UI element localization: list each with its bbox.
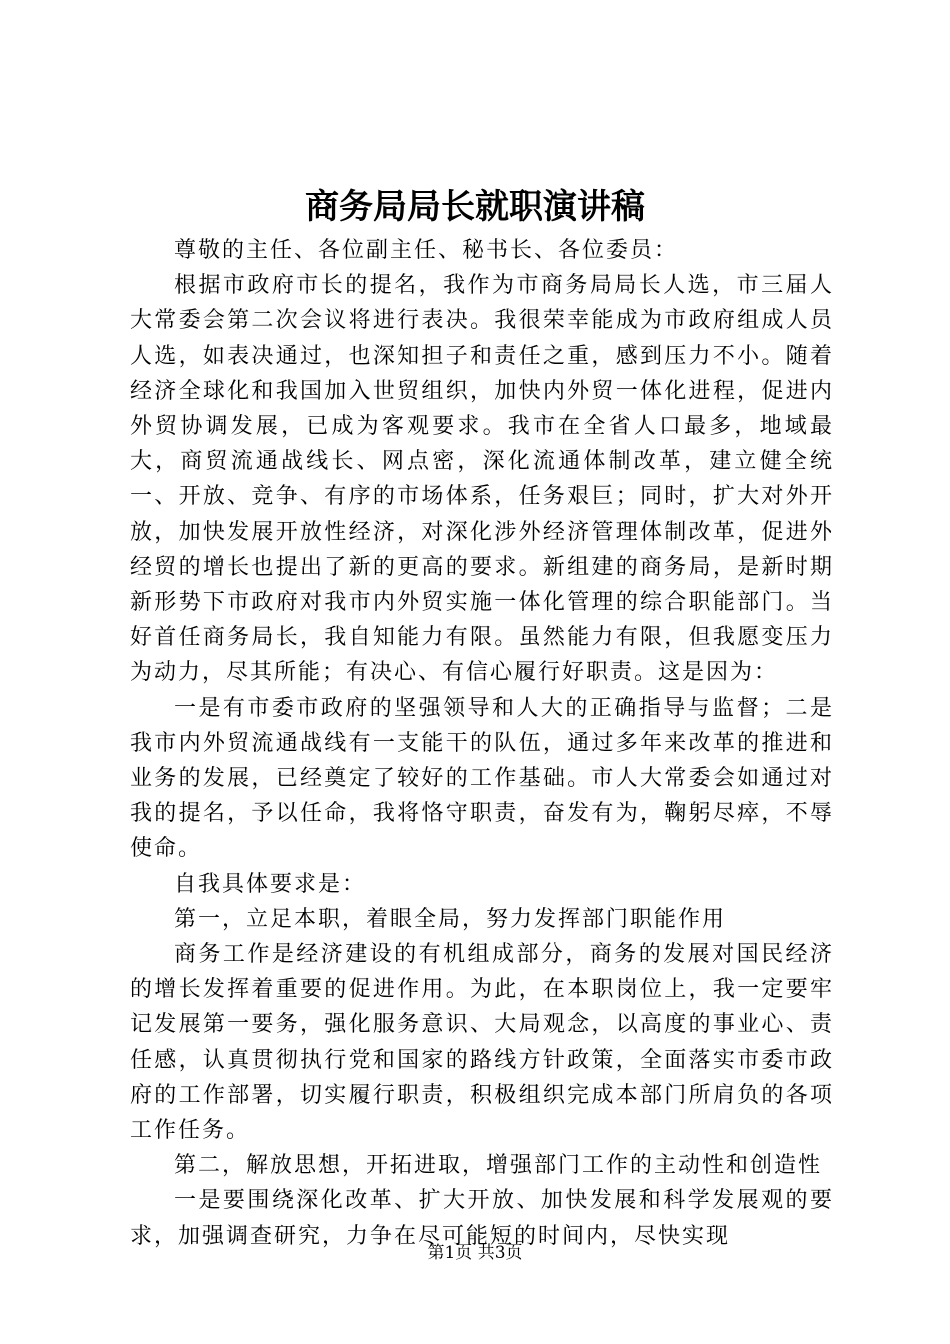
paragraph-nomination: 根据市政府市长的提名，我作为市商务局局长人选，市三届人大常委会第二次会议将进行表决。我很荣幸能成为市政府组成人员人选，如表决通过，也深知担子和责任之重，感到压力不小。随着经济全球化和我国加入世贸组织，加快内外贸一体化进程，促进内外贸协调发展，已成为客观要求。我市在全省人口最多，地域最大，商贸流通战线长、网点密，深化流通体制改革，建立健全统一、开放、竞争、有序的市场体系，任务艰巨；同时，扩大对外开放，加快发展开放性经济，对深化涉外经济管理体制改革，促进外经贸的增长也提出了新的更高的要求。新组建的商务局，是新时期新形势下市政府对我市内外贸实施一体化管理的综合职能部门。当好首任商务局长，我自知能力有限。虽然能力有限，但我愿变压力为动力，尽其所能；有决心、有信心履行好职责。这是因为：: [130, 273, 834, 686]
paragraph-requirements-intro: 自我具体要求是：: [174, 871, 367, 897]
paragraph-salutation: 尊敬的主任、各位副主任、秘书长、各位委员：: [174, 238, 679, 263]
paragraph-point-one-heading: 第一，立足本职，着眼全局，努力发挥部门职能作用: [174, 906, 727, 932]
paragraph-point-two-heading: 第二，解放思想，开拓进取，增强部门工作的主动性和创造性: [174, 1153, 823, 1179]
paragraph-point-two-body: 一是要围绕深化改革、扩大开放、加快发展和科学发展观的要求，加强调查研究，力争在尽可能短的时间内，尽快实现: [130, 1188, 834, 1249]
page-number-footer: 第1页 共3页: [427, 1243, 523, 1263]
document-title: 商务局局长就职演讲稿: [305, 187, 645, 227]
paragraph-point-one-body: 商务工作是经济建设的有机组成部分，商务的发展对国民经济的增长发挥着重要的促进作用。为此，在本职岗位上，我一定要牢记发展第一要务，强化服务意识、大局观念，以高度的事业心、责任感，认真贯彻执行党和国家的路线方针政策，全面落实市委市政府的工作部署，切实履行职责，积极组织完成本部门所肩负的各项工作任务。: [130, 942, 834, 1144]
document-body: [130, 233, 834, 1254]
paragraph-reasons: 一是有市委市政府的坚强领导和人大的正确指导与监督；二是我市内外贸流通战线有一支能干的队伍，通过多年来改革的推进和业务的发展，已经奠定了较好的工作基础。市人大常委会如通过对我的提名，予以任命，我将恪守职责，奋发有为，鞠躬尽瘁，不辱使命。: [130, 695, 834, 862]
